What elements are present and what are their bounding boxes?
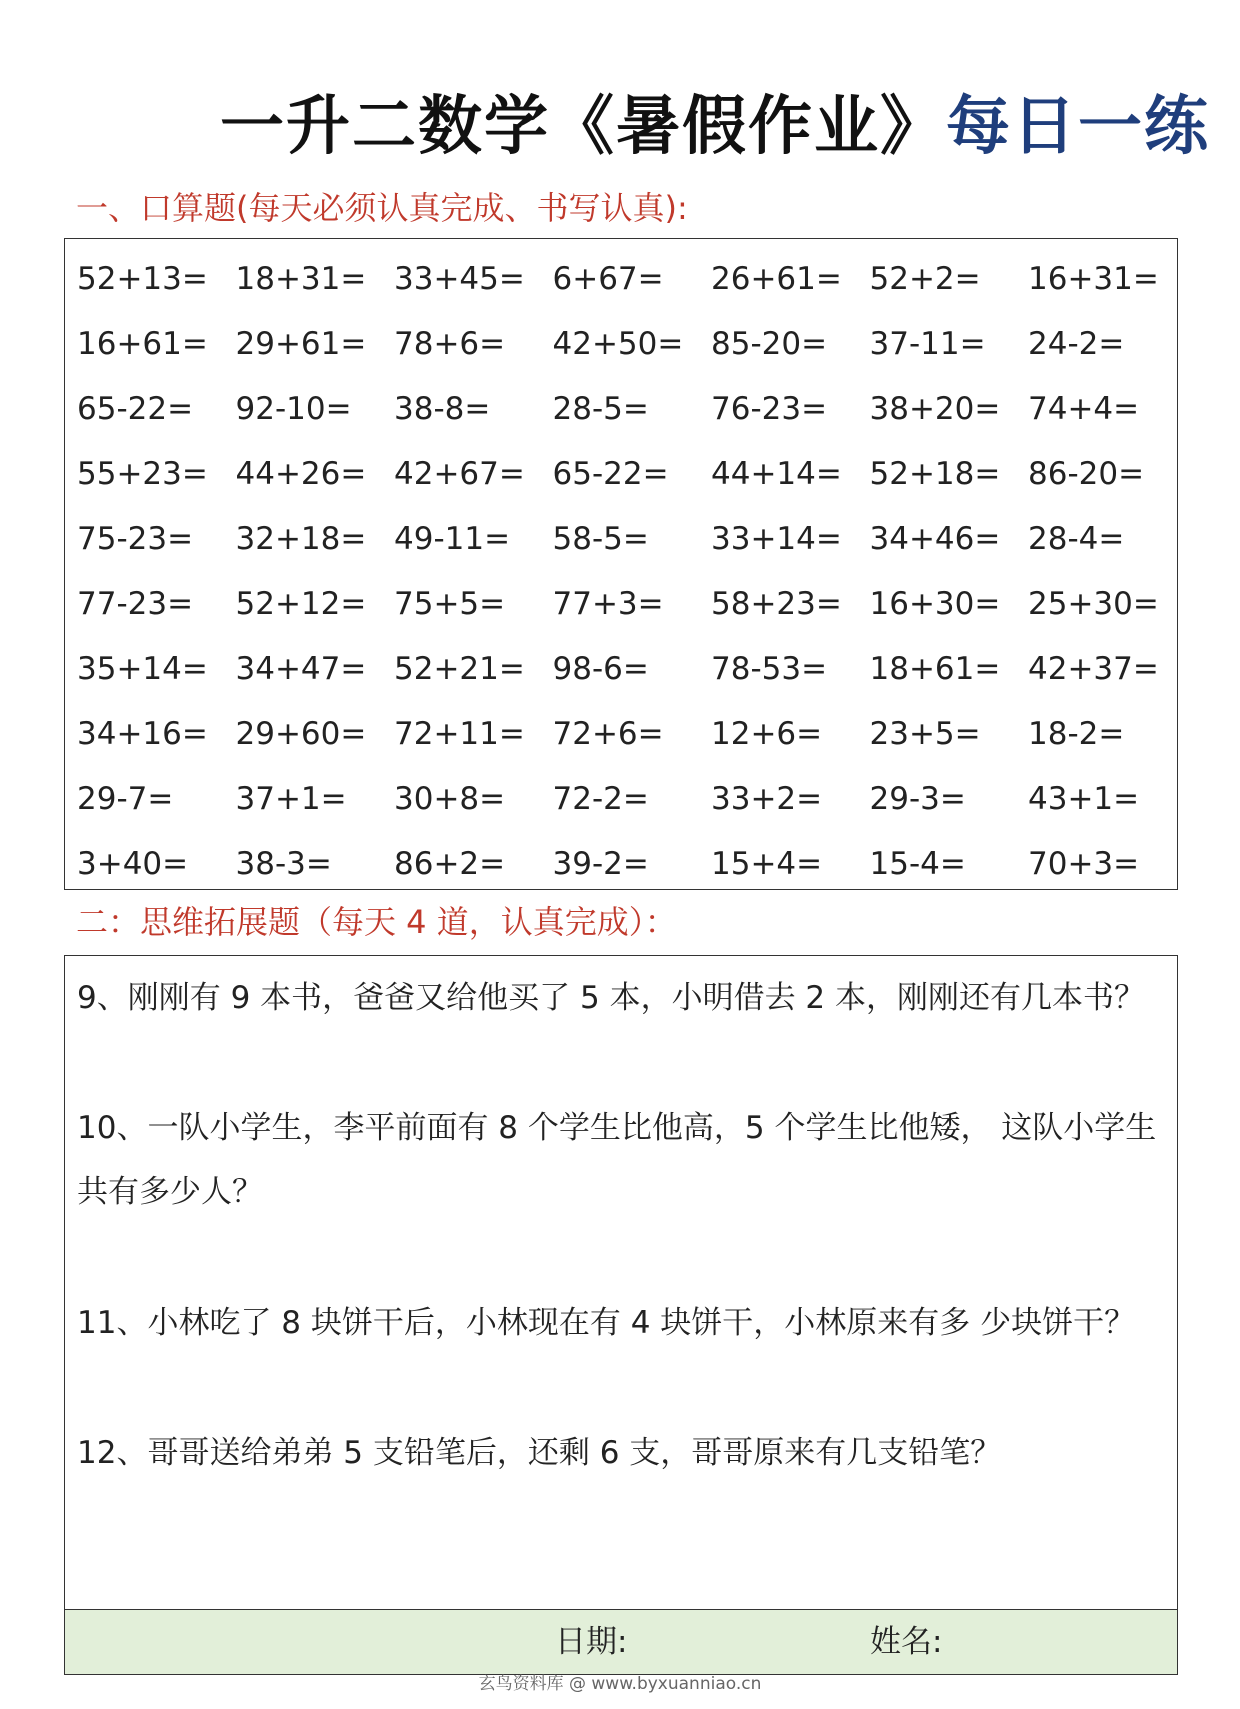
calc-item: 77-23=: [77, 586, 194, 622]
calc-item: 44+14=: [711, 456, 842, 492]
calc-item: 42+67=: [394, 456, 525, 492]
calc-item: 78+6=: [394, 326, 506, 362]
calc-item: 75+5=: [394, 586, 506, 622]
calc-item: 65-22=: [552, 456, 669, 492]
calc-item: 34+16=: [77, 716, 208, 752]
calc-item: 70+3=: [1028, 846, 1140, 882]
calc-item: 86+2=: [394, 846, 506, 882]
calc-item: 25+30=: [1028, 586, 1159, 622]
calc-item: 30+8=: [394, 781, 506, 817]
calc-item: 26+61=: [711, 261, 842, 297]
calc-item: 15-4=: [869, 846, 966, 882]
calc-item: 98-6=: [552, 651, 649, 687]
section2-heading: 二：思维拓展题（每天 4 道，认真完成）：: [76, 903, 677, 941]
calc-item: 38+20=: [869, 391, 1001, 427]
calc-item: 58-5=: [552, 521, 649, 557]
calc-item: 29-7=: [77, 781, 174, 817]
title-highlight: 每日一练: [946, 90, 1210, 164]
calc-item: 33+14=: [711, 521, 842, 557]
calc-item: 92-10=: [235, 391, 352, 427]
calc-item: 29-3=: [869, 781, 966, 817]
page-title: [220, 82, 1220, 172]
calc-item: 6+67=: [552, 261, 664, 297]
calc-item: 58+23=: [711, 586, 842, 622]
name-label: 姓名:: [870, 1624, 943, 1660]
calc-item: 72-2=: [552, 781, 649, 817]
calc-item: 37-11=: [869, 326, 986, 362]
word-problem-11: 11、小林吃了 8 块饼干后，小林现在有 4 块饼干，小林原来有多 少块饼干？: [77, 1305, 1136, 1341]
calc-item: 33+2=: [711, 781, 823, 817]
calc-item: 42+37=: [1028, 651, 1159, 687]
calc-item: 85-20=: [711, 326, 828, 362]
calc-item: 15+4=: [711, 846, 823, 882]
calc-item: 18-2=: [1028, 716, 1125, 752]
calc-item: 18+61=: [869, 651, 1001, 687]
calc-item: 38-3=: [235, 846, 332, 882]
calc-item: 72+6=: [552, 716, 664, 752]
calc-item: 29+60=: [235, 716, 367, 752]
word-problem-10: 10、一队小学生，李平前面有 8 个学生比他高，5 个学生比他矮， 这队小学生共有多少人？: [77, 1110, 1157, 1210]
calc-item: 35+14=: [77, 651, 208, 687]
date-label: 日期:: [555, 1624, 628, 1660]
calc-item: 74+4=: [1028, 391, 1140, 427]
word-problem-12: 12、哥哥送给弟弟 5 支铅笔后，还剩 6 支，哥哥原来有几支铅笔？: [77, 1435, 1002, 1471]
calc-item: 78-53=: [711, 651, 828, 687]
calc-item: 18+31=: [235, 261, 367, 297]
calc-item: 49-11=: [394, 521, 511, 557]
calc-item: 86-20=: [1028, 456, 1145, 492]
calc-item: 23+5=: [869, 716, 981, 752]
calc-item: 52+13=: [77, 261, 208, 297]
calc-item: 16+31=: [1028, 261, 1159, 297]
calc-item: 16+30=: [869, 586, 1001, 622]
calc-item: 34+46=: [869, 521, 1001, 557]
calc-item: 37+1=: [235, 781, 347, 817]
calc-item: 3+40=: [77, 846, 189, 882]
calc-item: 42+50=: [552, 326, 684, 362]
watermark: 玄鸟资料库 @ www.byxuanniao.cn: [478, 1674, 762, 1694]
calc-item: 52+2=: [869, 261, 981, 297]
calc-item: 34+47=: [235, 651, 367, 687]
calc-item: 16+61=: [77, 326, 208, 362]
calc-item: 52+18=: [869, 456, 1001, 492]
calc-item: 55+23=: [77, 456, 208, 492]
calc-item: 24-2=: [1028, 326, 1125, 362]
calc-item: 32+18=: [235, 521, 367, 557]
calc-item: 28-4=: [1028, 521, 1125, 557]
calculation-grid: [77, 239, 1177, 889]
calc-item: 29+61=: [235, 326, 367, 362]
calc-item: 12+6=: [711, 716, 823, 752]
calc-item: 39-2=: [552, 846, 649, 882]
calc-item: 76-23=: [711, 391, 828, 427]
calc-item: 43+1=: [1028, 781, 1140, 817]
oral-calculation-table: [64, 238, 1178, 890]
calc-item: 65-22=: [77, 391, 194, 427]
calc-item: 28-5=: [552, 391, 649, 427]
calc-item: 52+21=: [394, 651, 525, 687]
calc-item: 52+12=: [235, 586, 367, 622]
calc-item: 44+26=: [235, 456, 367, 492]
calc-item: 38-8=: [394, 391, 491, 427]
section1-heading: 一、口算题(每天必须认真完成、书写认真):: [76, 189, 688, 227]
word-problems-box: [64, 955, 1178, 1675]
calc-item: 72+11=: [394, 716, 525, 752]
word-problem-9: 9、刚刚有 9 本书，爸爸又给他买了 5 本，小明借去 2 本，刚刚还有几本书？: [77, 980, 1146, 1016]
title-main: 一升二数学《暑假作业》: [220, 90, 946, 164]
calc-item: 77+3=: [552, 586, 664, 622]
footer-bar: [65, 1609, 1177, 1674]
calc-item: 75-23=: [77, 521, 194, 557]
calc-item: 33+45=: [394, 261, 525, 297]
